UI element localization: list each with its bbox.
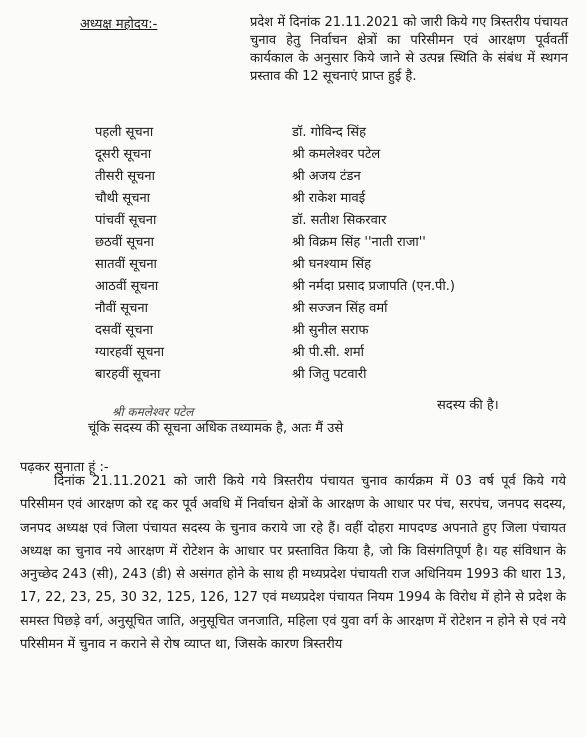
notice-label: नौवीं सूचना (95, 301, 148, 316)
notice-label: ग्यारहवीं सूचना (95, 345, 165, 360)
notice-label: चौथी सूचना (95, 191, 151, 206)
statement-line-2: पढ़कर सुनाता हूं :- (20, 460, 109, 475)
notice-member-name: श्री कमलेश्वर पटेल (292, 147, 381, 162)
notice-row (0, 122, 586, 144)
notice-label: छठवीं सूचना (95, 235, 155, 250)
notice-label: पांचवीं सूचना (95, 213, 157, 228)
notice-member-name: श्री अजय टंडन (292, 169, 361, 184)
notice-row (0, 144, 586, 166)
notice-row (0, 276, 586, 298)
notice-label: दसवीं सूचना (95, 323, 154, 338)
notice-member-name: श्री सुनील सराफ (292, 323, 369, 338)
notice-member-name: श्री पी.सी. शर्मा (292, 345, 364, 360)
notice-row (0, 210, 586, 232)
notice-label: आठवीं सूचना (95, 279, 159, 294)
notice-label: सातवीं सूचना (95, 257, 157, 272)
notice-row (0, 166, 586, 188)
notice-row (0, 342, 586, 364)
body-paragraph: दिनांक 21.11.2021 को जारी किये गये त्रिस्तरीय पंचायत चुनाव कार्यक्रम में 03 वर्ष पूर्व किये गये परिसीमन एवं आरक्षण को रद्द कर पूर्व अवधि में निर्वाचन क्षेत्रों के आरक्षण के आधार पर पंच, सरपंच, जनपद सदस्य, जनपद अध्यक्ष एवं जिला पंचायत सदस्य के चुनाव कराये जा रहे हैं। वहीं दोहरा मापदण्ड अपनाते हुए जिला पंचायत अध्यक्ष का चुनाव नये आरक्षण में रोटेशन के आधार पर प्रस्तावित किया है, जो कि विसंगतिपूर्ण है। यह संविधान के अनुच्छेद 243 (सी), 243 (डी) से असंगत होने के साथ ही मध्यप्रदेश पंचायती राज अधिनियम 1993 की धारा 13, 17, 22, 23, 25, 30 32, 125, 126, 127 एवं मध्यप्रदेश पंचायत नियम 1994 के विरोध में होने से प्रदेश के समस्त पिछड़े वर्ग, अनुसूचित जाति, अनुसूचित जनजाति, महिला एवं युवा वर्ग के आरक्षण में रोटेशन न होने से एवं नये परिसीमन में चुनाव न कराने से रोष व्याप्त था, जिसके कारण त्रिस्तरीय (20, 474, 566, 653)
speaker-heading: अध्यक्ष महोदय:- (80, 17, 158, 32)
notice-member-name: डॉ. गोविन्द सिंह (292, 125, 366, 140)
intro-paragraph: प्रदेश में दिनांक 21.11.2021 को जारी किये गए त्रिस्तरीय पंचायत चुनाव हेतु निर्वाचन क्षेत्रों का परिसीमन एवं आरक्षण पूर्ववर्ती कार्यकाल के अनुसार किये जाने से उत्पन्न स्थिति के संबंध में स्थगन प्रस्ताव की 12 सूचनाएं प्राप्त हुई है. (250, 15, 568, 84)
notice-member-name: श्री राकेश मावई (292, 191, 366, 206)
notice-row (0, 320, 586, 342)
notice-row (0, 188, 586, 210)
notice-member-name: श्री घनश्याम सिंह (292, 257, 371, 272)
notice-row (0, 364, 586, 386)
notice-row (0, 298, 586, 320)
notice-row (0, 232, 586, 254)
notice-member-name: श्री विक्रम सिंह ''नाती राजा'' (292, 235, 426, 250)
notice-member-name: श्री नर्मदा प्रसाद प्रजापति (एन.पी.) (292, 279, 455, 294)
notice-label: तीसरी सूचना (95, 169, 156, 184)
notice-label: बारहवीं सूचना (95, 367, 161, 382)
notice-label: दूसरी सूचना (95, 147, 152, 162)
notice-member-name: श्री सज्जन सिंह वर्मा (292, 301, 388, 316)
handwritten-member-name: श्री कमलेश्वर पटेल (112, 405, 194, 419)
statement-line-1: चूंकि सदस्य की सूचना अधिक तथ्यामक है, अतः मैं उसे (88, 421, 344, 436)
notice-member-name: श्री जितु पटवारी (292, 367, 367, 382)
notice-label: पहली सूचना (95, 125, 154, 140)
notice-member-name: डॉ. सतीश सिकरवार (292, 213, 387, 228)
member-note: सदस्य की है। (437, 398, 499, 413)
notice-row (0, 254, 586, 276)
